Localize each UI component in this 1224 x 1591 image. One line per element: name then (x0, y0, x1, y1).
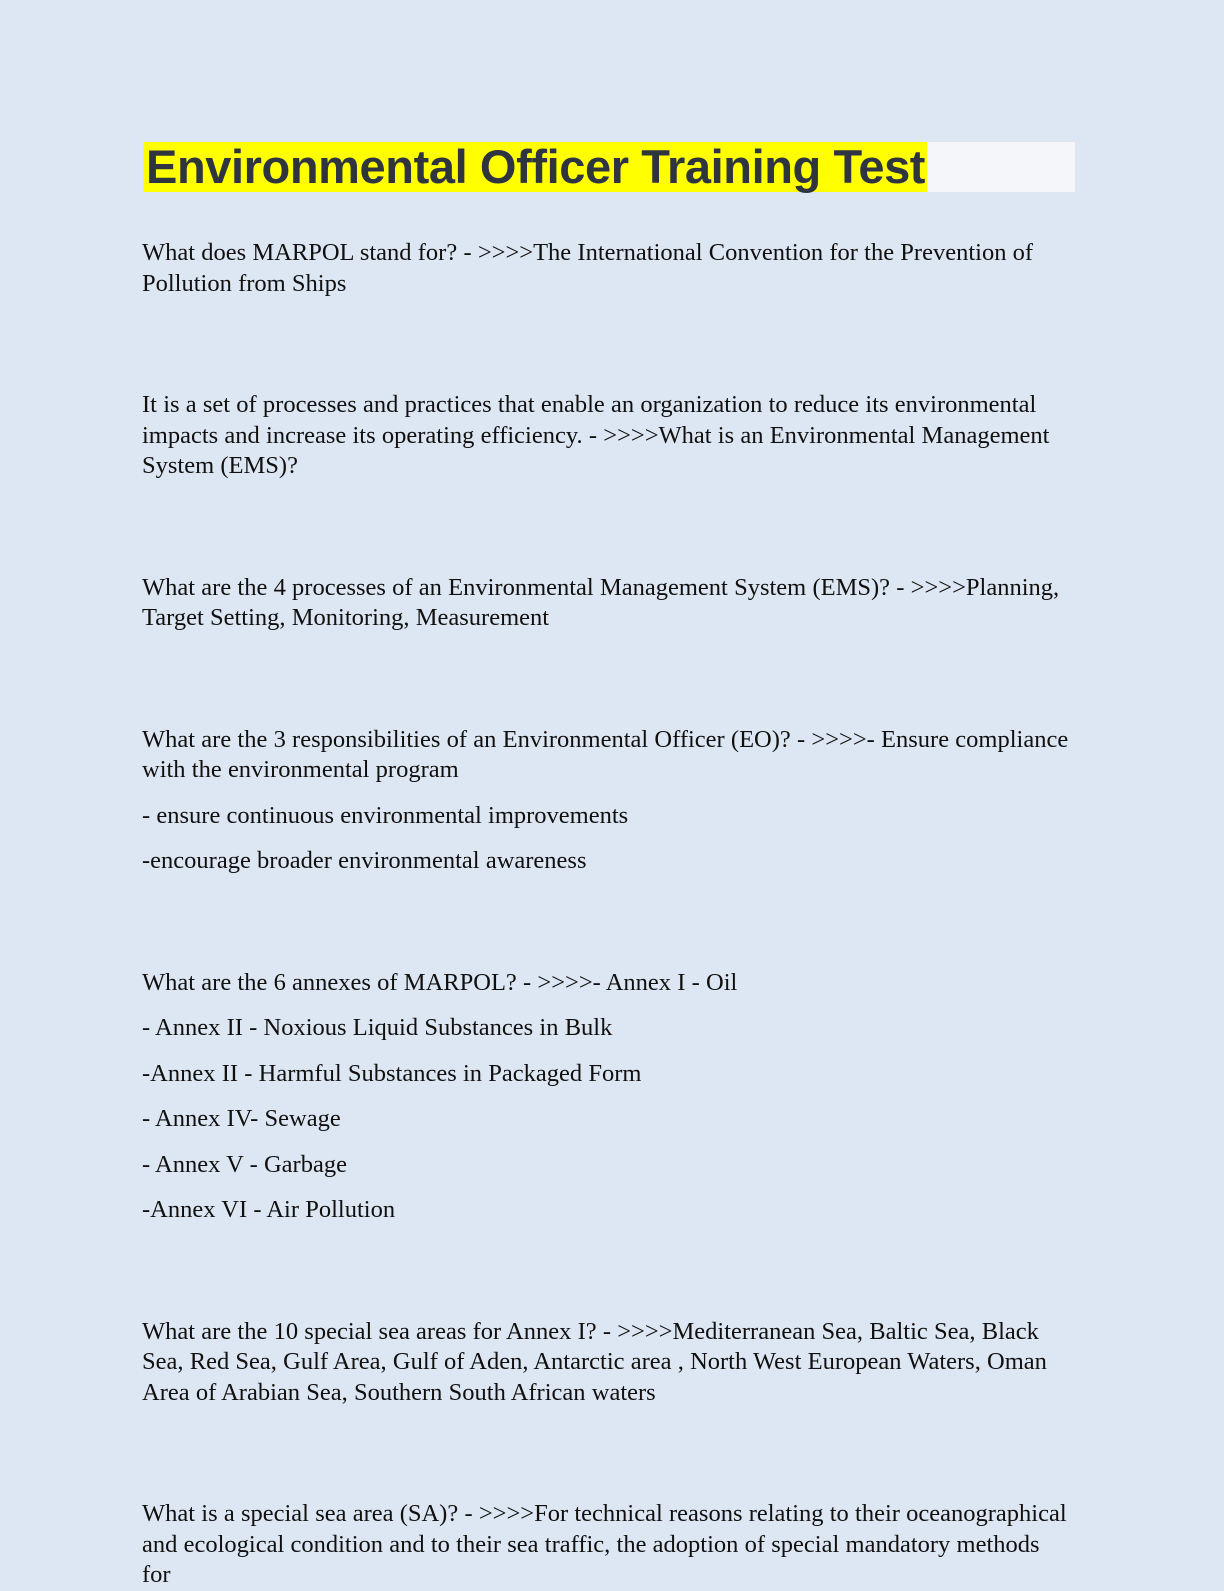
paragraph-annex-3: -Annex II - Harmful Substances in Packaged Form (142, 1059, 642, 1087)
paragraph-annex-6: -Annex VI - Air Pollution (142, 1196, 396, 1223)
paragraph-q-ems-definition: It is a set of processes and practices that enable an organization to reduce its environmental impacts and increase its operating efficiency. - >>>>What is an Environmental Management System (EMS)? (142, 391, 1050, 479)
paragraph-q-marpol-acronym: What does MARPOL stand for? - >>>>The International Convention for the Prevention of Pollution from Ships (142, 239, 1034, 297)
paragraph-q-special-sea-areas: What are the 10 special sea areas for Annex I? - >>>>Mediterranean Sea, Baltic Sea, Black Sea, Red Sea, Gulf Area, Gulf of Aden, Antarctic area , North West European Waters, Oman Area of Arabian Sea, Southern South African waters (142, 1317, 1047, 1406)
paragraph-eo-resp-3: -encourage broader environmental awareness (142, 847, 587, 874)
paragraph-annex-2: - Annex II - Noxious Liquid Substances in Bulk (142, 1014, 613, 1041)
title-highlight-filler (927, 142, 1075, 192)
paragraph-q-special-sea-area-definition: What is a special sea area (SA)? - >>>>For technical reasons relating to their oceanographical and ecological condition and to their sea traffic, the adoption of special mandatory methods for (142, 1500, 1067, 1588)
paragraph-annex-5: - Annex V - Garbage (142, 1150, 347, 1178)
document-body (142, 238, 1072, 1591)
paragraph-q-eo-responsibilities: What are the 3 responsibilities of an Environmental Officer (EO)? - >>>>- Ensure compliance with the environmental program (142, 725, 1069, 783)
page-title: Environmental Officer Training Test (143, 142, 927, 192)
paragraph-eo-resp-2: - ensure continuous environmental improvements (142, 801, 629, 829)
paragraph-annex-4: - Annex IV- Sewage (142, 1105, 341, 1132)
document-title-row (143, 142, 1075, 192)
paragraph-q-ems-processes: What are the 4 processes of an Environmental Management System (EMS)? - >>>>Planning, Target Setting, Monitoring, Measurement (142, 573, 1060, 631)
paragraph-q-marpol-annexes: What are the 6 annexes of MARPOL? - >>>>- Annex I - Oil (142, 968, 738, 996)
